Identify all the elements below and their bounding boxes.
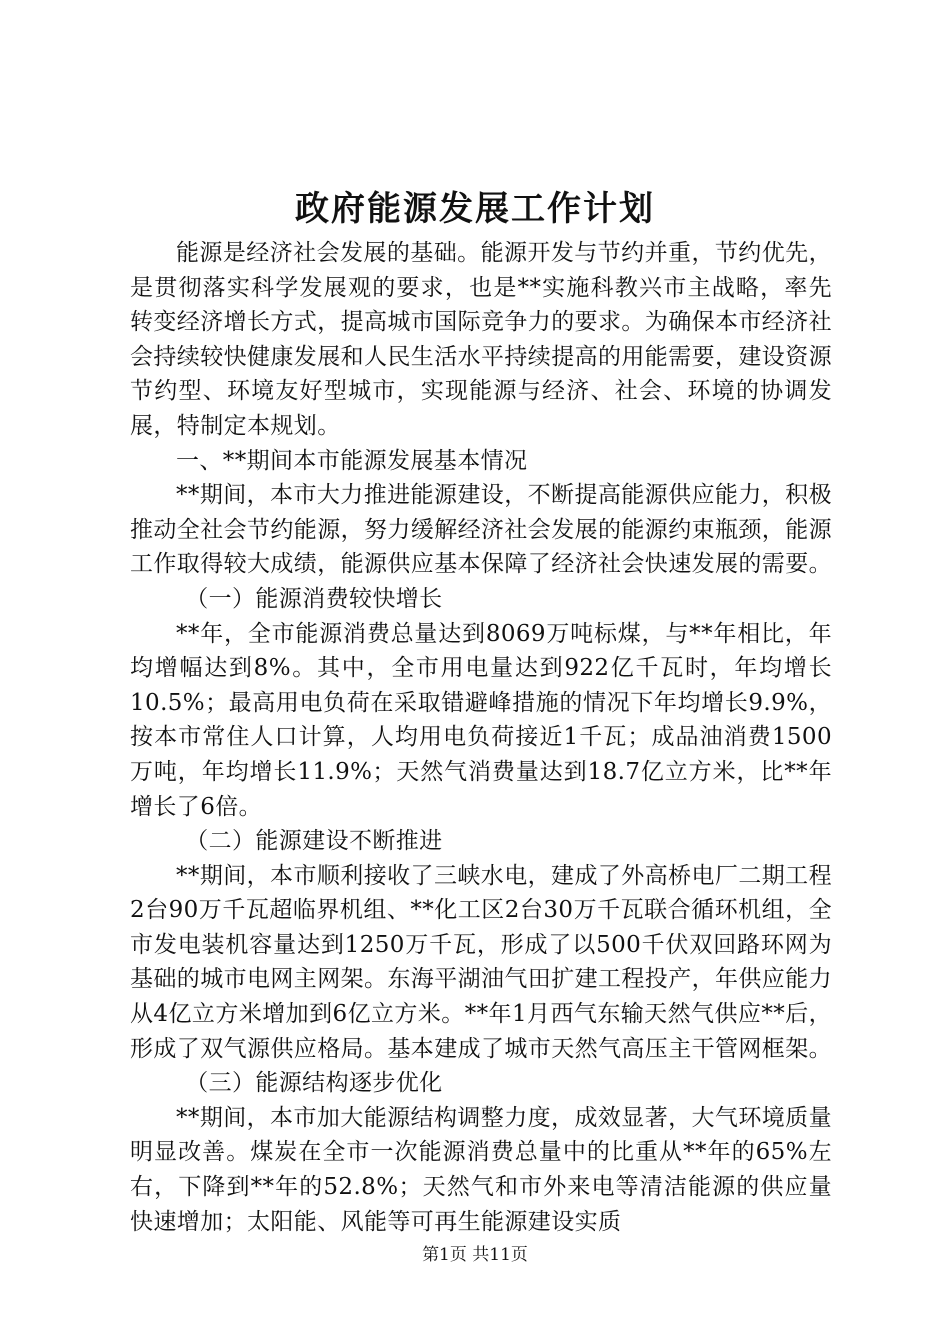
paragraph-structure: **期间，本市加大能源结构调整力度，成效显著，大气环境质量明显改善。煤炭在全市一次能源消费总量中的比重从**年的65%左右，下降到**年的52.8%；天然气和市外来电等清洁能源的供应量快速增加；太阳能、风能等可再生能源建设实质 — [130, 1104, 832, 1235]
page-number-footer: 第1页 共11页 — [422, 1245, 528, 1265]
paragraph-consumption: **年，全市能源消费总量达到8069万吨标煤，与**年相比，年均增幅达到8%。其中，全市用电量达到922亿千瓦时，年均增长10.5%；最高用电负荷在采取错避峰措施的情况下年均增长9.9%，按本市常住人口计算，人均用电负荷接近1千瓦；成品油消费1500万吨，年均增长11.9%；天然气消费量达到18.7亿立方米，比**年增长了6倍。 — [130, 620, 832, 820]
section-heading-1: 一、**期间本市能源发展基本情况 — [176, 447, 528, 474]
document-title: 政府能源发展工作计划 — [295, 189, 655, 229]
subsection-heading-construction: （二）能源建设不断推进 — [185, 828, 443, 855]
paragraph-intro: 能源是经济社会发展的基础。能源开发与节约并重，节约优先，是贯彻落实科学发展观的要求，也是**实施科教兴市主战略，率先转变经济增长方式，提高城市国际竞争力的要求。为确保本市经济社会持续较快健康发展和人民生活水平持续提高的用能需要，建设资源节约型、环境友好型城市，实现能源与经济、社会、环境的协调发展，特制定本规划。 — [130, 240, 832, 439]
paragraph-overview: **期间，本市大力推进能源建设，不断提高能源供应能力，积极推动全社会节约能源，努力缓解经济社会发展的能源约束瓶颈，能源工作取得较大成绩，能源供应基本保障了经济社会快速发展的需要。 — [130, 482, 832, 578]
subsection-heading-structure: （三）能源结构逐步优化 — [185, 1070, 443, 1097]
document-body — [130, 236, 832, 1239]
subsection-heading-consumption: （一）能源消费较快增长 — [185, 585, 443, 612]
paragraph-construction: **期间，本市顺利接收了三峡水电，建成了外高桥电厂二期工程2台90万千瓦超临界机组、**化工区2台30万千瓦联合循环机组，全市发电装机容量达到1250万千瓦，形成了以500千伏双回路环网为基础的城市电网主网架。东海平湖油气田扩建工程投产，年供应能力从4亿立方米增加到6亿立方米。**年1月西气东输天然气供应**后，形成了双气源供应格局。基本建成了城市天然气高压主干管网框架。 — [130, 862, 832, 1062]
